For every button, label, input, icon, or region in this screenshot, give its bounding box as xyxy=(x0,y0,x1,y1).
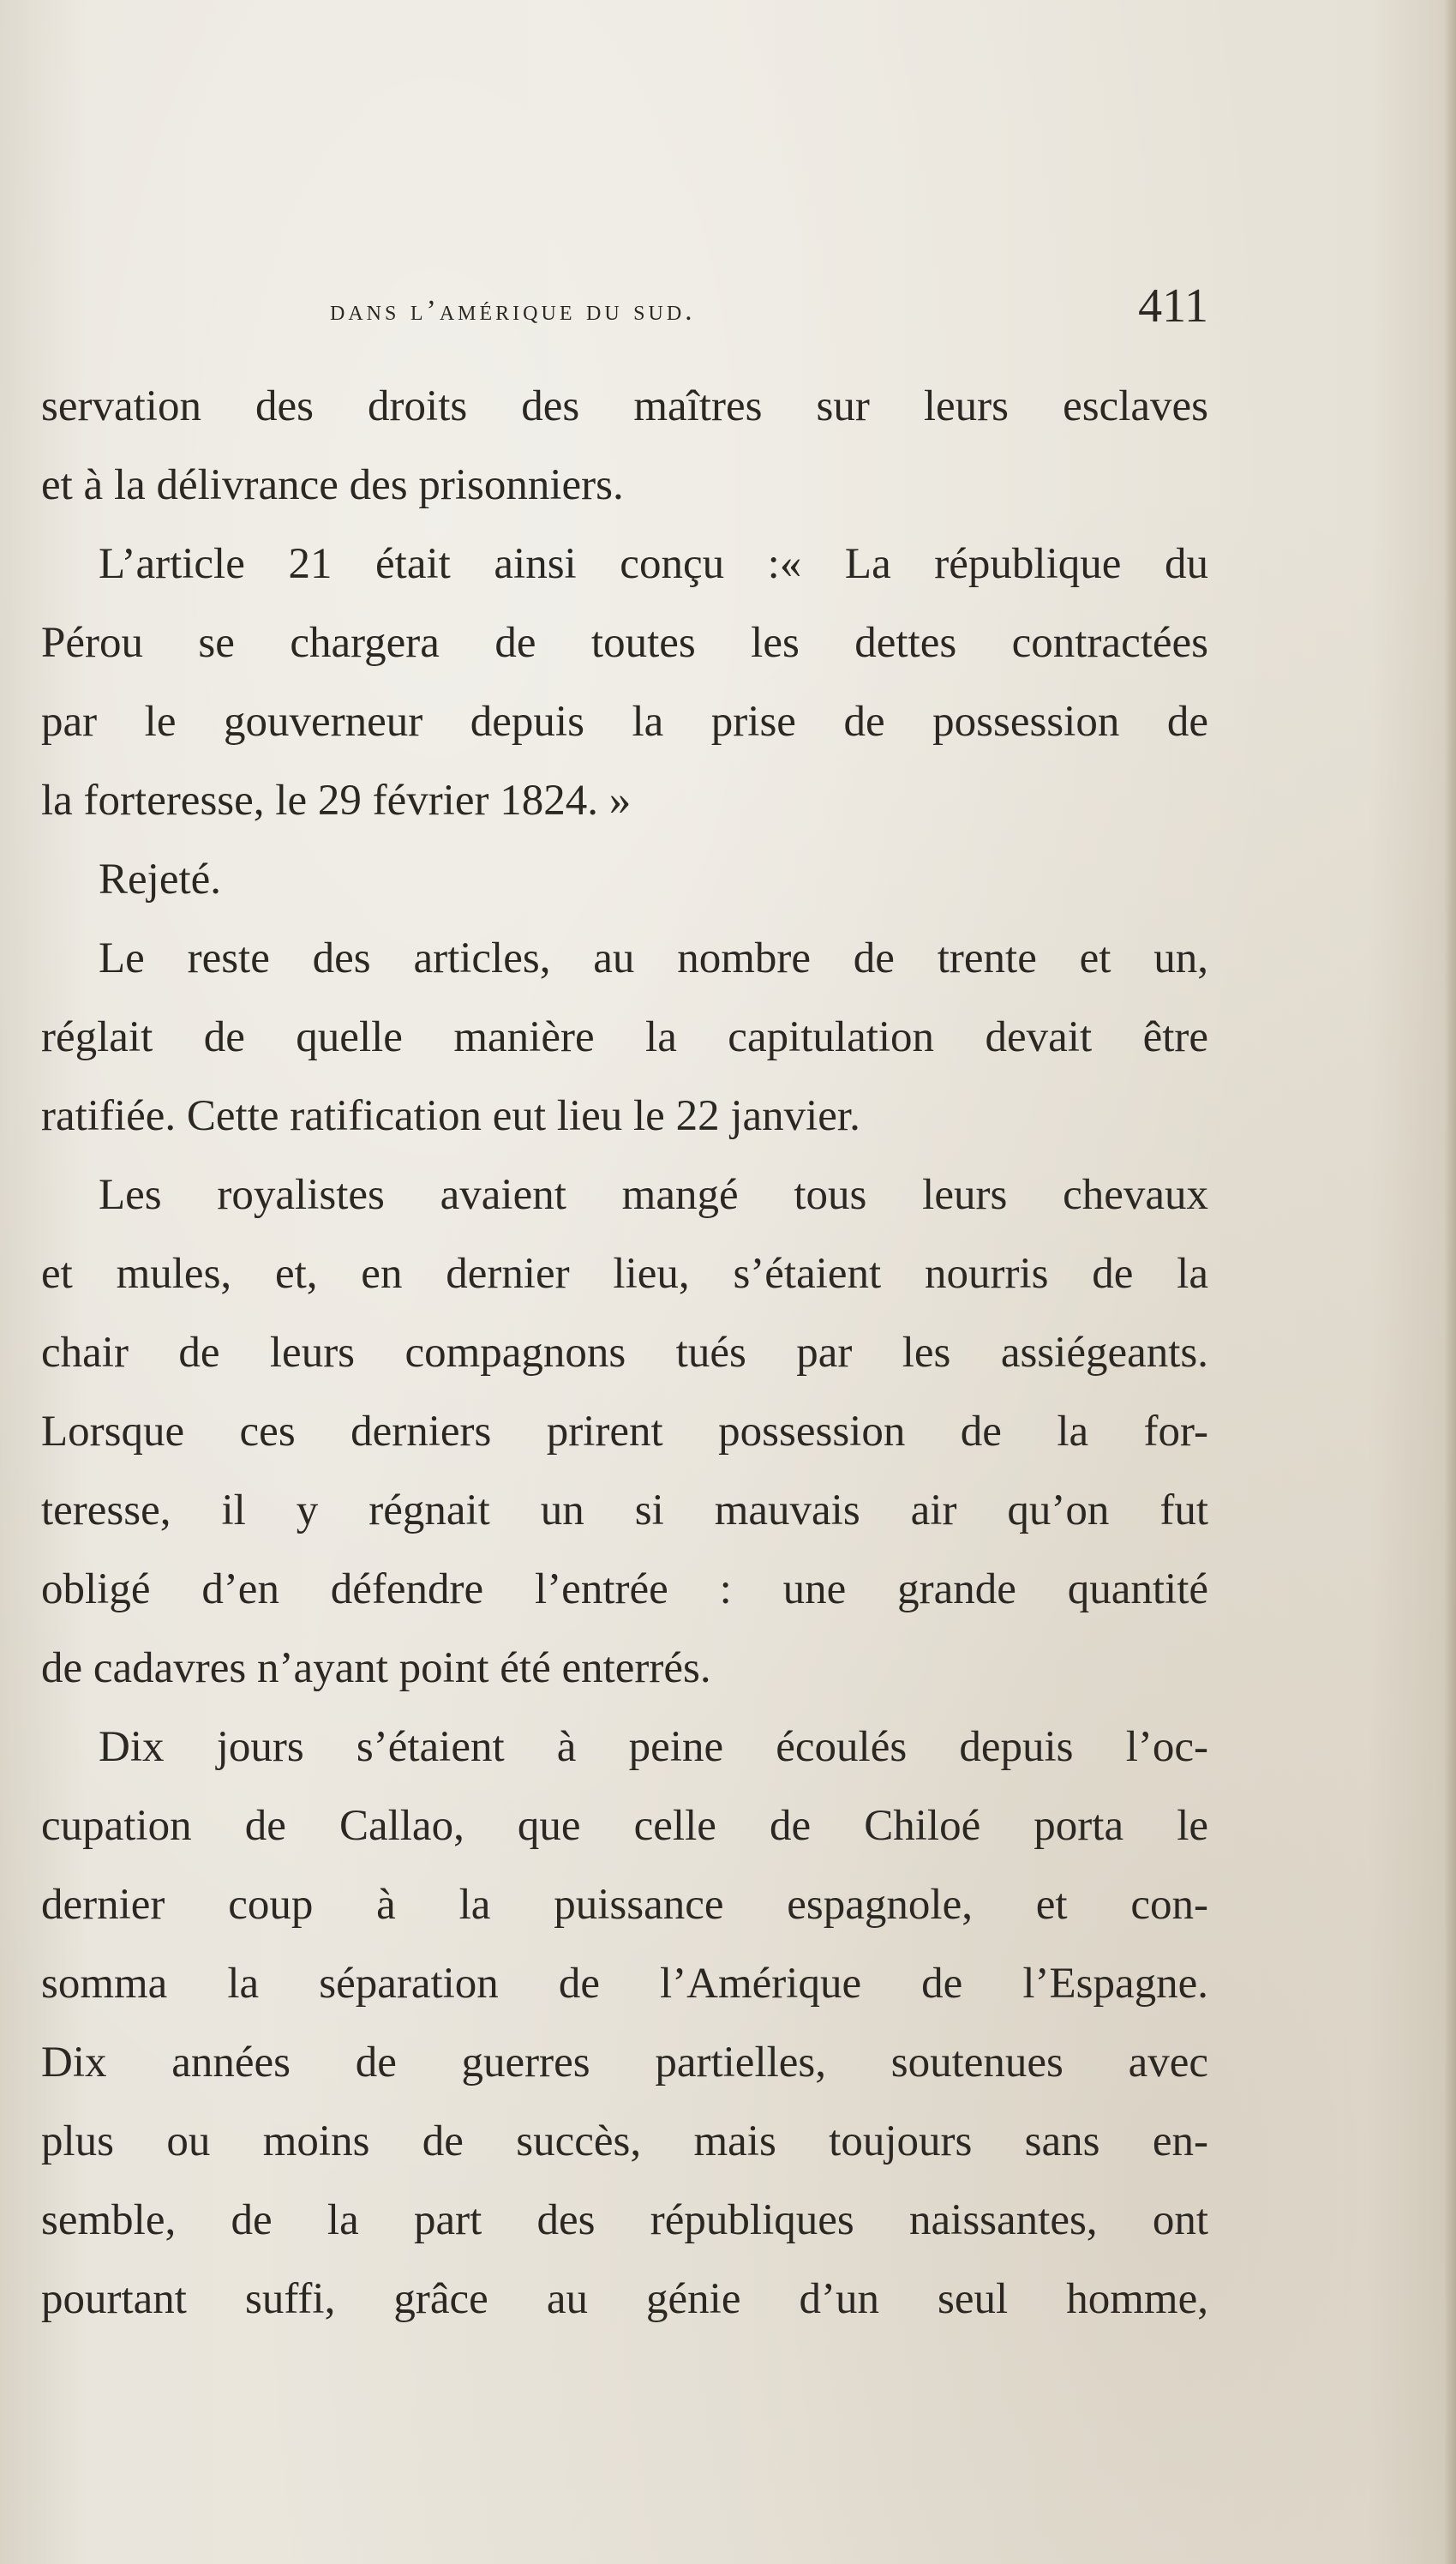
text-line: par le gouverneur depuis la prise de possession de xyxy=(41,698,1208,746)
page-number: 411 xyxy=(1138,279,1208,333)
text-line: dernier coup à la puissance espagnole, et con- xyxy=(41,1881,1208,1929)
text-line: L’article 21 était ainsi conçu :« La république du xyxy=(99,540,1208,588)
text-line: de cadavres n’ayant point été enterrés. xyxy=(41,1644,711,1692)
text-line: Dix jours s’étaient à peine écoulés depuis l’oc- xyxy=(99,1723,1208,1771)
running-head xyxy=(330,279,1208,337)
text-line: ratifiée. Cette ratification eut lieu le 22 janvier. xyxy=(41,1092,860,1140)
text-line: somma la séparation de l’Amérique de l’Espagne. xyxy=(41,1960,1208,2008)
text-line: Pérou se chargera de toutes les dettes contractées xyxy=(41,619,1208,667)
text-line: Lorsque ces derniers prirent possession de la for- xyxy=(41,1408,1208,1456)
text-line: Rejeté. xyxy=(99,856,222,904)
text-line: Dix années de guerres partielles, soutenues avec xyxy=(41,2039,1208,2087)
text-line: la forteresse, le 29 février 1824. » xyxy=(41,777,632,825)
text-line: plus ou moins de succès, mais toujours sans en- xyxy=(41,2117,1208,2165)
text-line: teresse, il y régnait un si mauvais air qu’on fut xyxy=(41,1486,1208,1534)
body-text xyxy=(41,367,1208,2339)
text-line: servation des droits des maîtres sur leurs esclaves xyxy=(41,382,1208,430)
text-line: et à la délivrance des prisonniers. xyxy=(41,461,624,509)
text-line: chair de leurs compagnons tués par les assiégeants. xyxy=(41,1329,1208,1377)
text-line: pourtant suffi, grâce au génie d’un seul homme, xyxy=(41,2275,1208,2323)
text-line: réglait de quelle manière la capitulation devait être xyxy=(41,1013,1208,1061)
text-line: obligé d’en défendre l’entrée : une grande quantité xyxy=(41,1565,1208,1613)
text-line: Les royalistes avaient mangé tous leurs chevaux xyxy=(99,1171,1208,1219)
page-edge-shadow xyxy=(1444,0,1456,2564)
text-line: semble, de la part des républiques naissantes, ont xyxy=(41,2196,1208,2244)
text-line: cupation de Callao, que celle de Chiloé porta le xyxy=(41,1802,1208,1850)
text-line: Le reste des articles, au nombre de trente et un, xyxy=(99,934,1208,982)
text-line: et mules, et, en dernier lieu, s’étaient nourris de la xyxy=(41,1250,1208,1298)
running-title: dans l’amérique du sud. xyxy=(330,295,696,327)
